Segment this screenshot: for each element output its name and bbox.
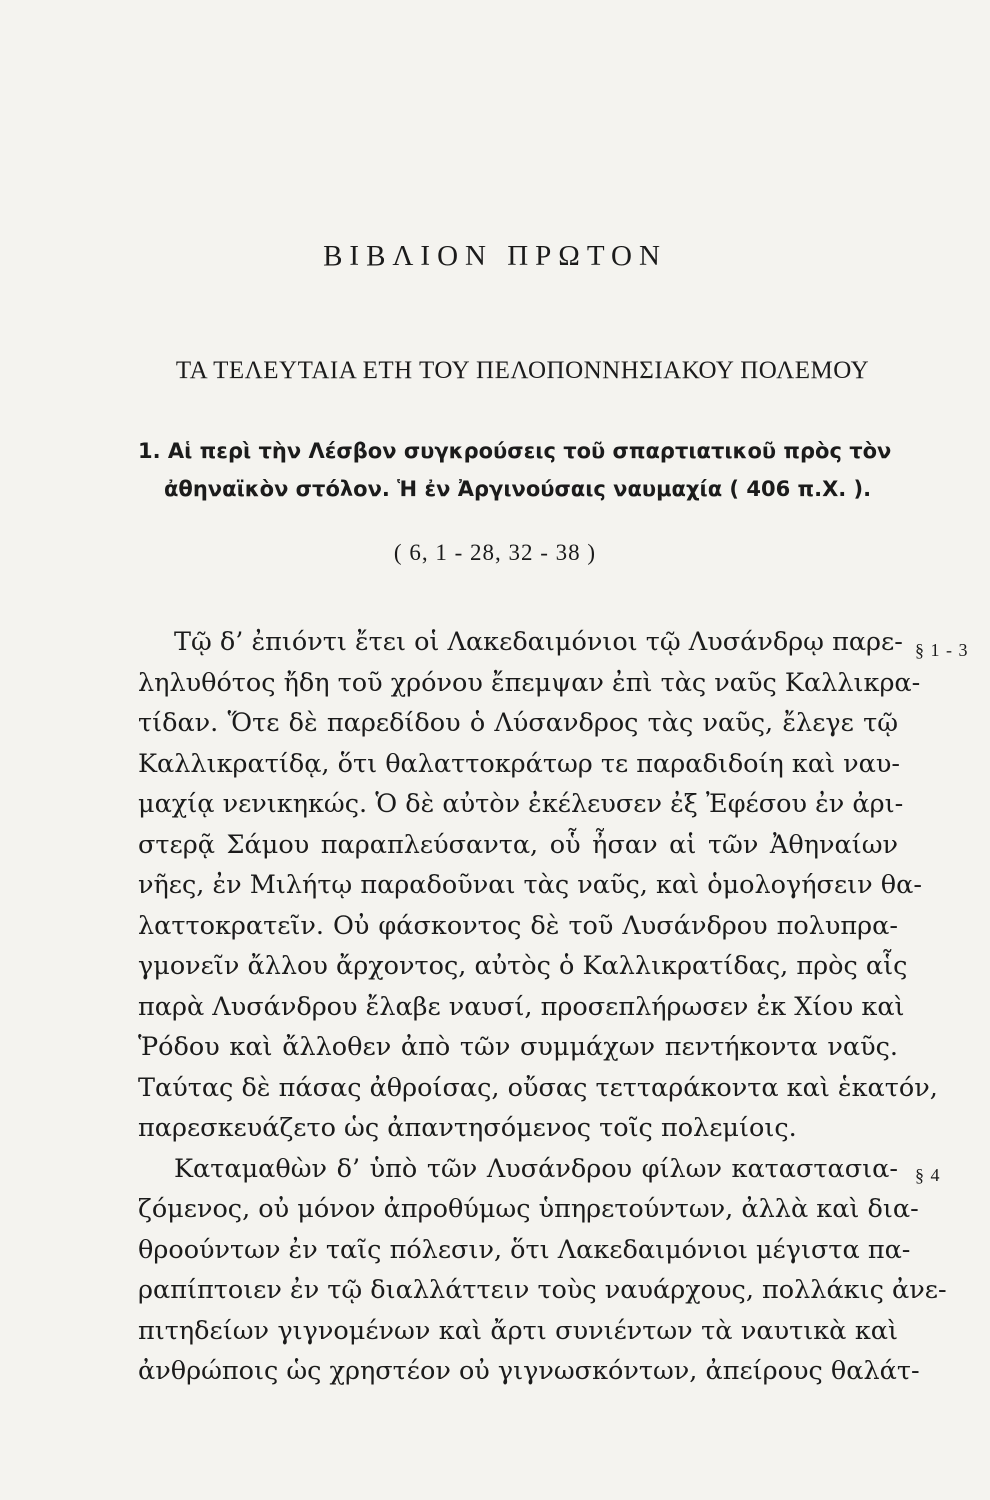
text-line: Καλλικρατίδᾳ, ὅτι θαλαττοκράτωρ τε παραδιδοίη καὶ ναυ- bbox=[138, 748, 901, 779]
text-line: Τῷ δ’ ἐπιόντι ἔτει οἱ Λακεδαιμόνιοι τῷ Λυσάνδρῳ παρε- bbox=[174, 627, 903, 657]
text-line: γμονεῖν ἄλλου ἄρχοντος, αὐτὸς ὁ Καλλικρατίδας, πρὸς αἷς bbox=[138, 951, 908, 981]
text-line: ραπίπτοιεν ἐν τῷ διαλλάττειν τοὺς ναυάρχους, πολλάκις ἀνε- bbox=[138, 1275, 947, 1305]
text-line: ἀνθρώποις ὡς χρηστέον οὐ γιγνωσκόντων, ἀπείρους θαλάτ- bbox=[138, 1356, 920, 1386]
text-line: ληλυθότος ἤδη τοῦ χρόνου ἔπεμψαν ἐπὶ τὰς ναῦς Καλλικρα- bbox=[138, 667, 921, 698]
section-heading-line-1: Αἱ περὶ τὴν Λέσβον συγκρούσεις τοῦ σπαρτιατικοῦ πρὸς τὸν bbox=[167, 439, 892, 463]
text-line: παρὰ Λυσάνδρου ἔλαβε ναυσί, προσεπλήρωσεν ἐκ Χίου καὶ bbox=[138, 991, 905, 1022]
text-line: νῆες, ἐν Μιλήτῳ παραδοῦναι τὰς ναῦς, καὶ ὁμολογήσειν θα- bbox=[138, 870, 922, 900]
margin-reference: § 1 - 3 bbox=[915, 640, 969, 660]
text-line: Ταύτας δὲ πάσας ἀθροίσας, οὔσας τετταράκοντα καὶ ἑκατόν, bbox=[138, 1072, 938, 1103]
section-heading-line-2: ἀθηναϊκὸν στόλον. Ἡ ἐν Ἀργινούσαις ναυμαχία ( 406 π.Χ. ). bbox=[164, 477, 872, 501]
text-line: μαχίᾳ νενικηκώς. Ὁ δὲ αὐτὸν ἐκέλευσεν ἐξ Ἐφέσου ἐν ἀρι- bbox=[138, 789, 904, 819]
text-line: Ῥόδου καὶ ἄλλοθεν ἀπὸ τῶν συμμάχων πεντήκοντα ναῦς. bbox=[138, 1032, 898, 1062]
text-line: ζόμενος, οὐ μόνον ἀπροθύμως ὑπηρετούντων, ἀλλὰ καὶ δια- bbox=[138, 1194, 919, 1224]
section-heading bbox=[138, 432, 908, 508]
text-line: στερᾷ Σάμου παραπλεύσαντα, οὗ ἦσαν αἱ τῶν Ἀθηναίων bbox=[138, 829, 898, 860]
text-line: παρεσκευάζετο ὡς ἀπαντησόμενος τοῖς πολεμίοις. bbox=[138, 1113, 797, 1143]
chapter-title: ΤΑ ΤΕΛΕΥΤΑΙΑ ΕΤΗ ΤΟΥ ΠΕΛΟΠΟΝΝΗΣΙΑΚΟΥ ΠΟΛΕΜΟΥ bbox=[175, 357, 870, 384]
margin-reference: § 4 bbox=[915, 1165, 941, 1185]
section-number: 1. bbox=[138, 439, 161, 463]
text-line: τίδαν. Ὅτε δὲ παρεδίδου ὁ Λύσανδρος τὰς ναῦς, ἔλεγε τῷ bbox=[138, 708, 898, 738]
text-line: Καταμαθὼν δ’ ὑπὸ τῶν Λυσάνδρου φίλων καταστασια- bbox=[174, 1153, 898, 1184]
text-line: θροούντων ἐν ταῖς πόλεσιν, ὅτι Λακεδαιμόνιοι μέγιστα πα- bbox=[138, 1234, 911, 1265]
text-line: πιτηδείων γιγνομένων καὶ ἄρτι συνιέντων τὰ ναυτικὰ καὶ bbox=[138, 1315, 898, 1346]
text-line: λαττοκρατεῖν. Οὐ φάσκοντος δὲ τοῦ Λυσάνδρου πολυπρα- bbox=[138, 910, 898, 941]
book-title: ΒΙΒΛΙΟΝ ΠΡΩΤΟΝ bbox=[323, 240, 667, 272]
source-citation: ( 6, 1 - 28, 32 - 38 ) bbox=[393, 540, 597, 565]
